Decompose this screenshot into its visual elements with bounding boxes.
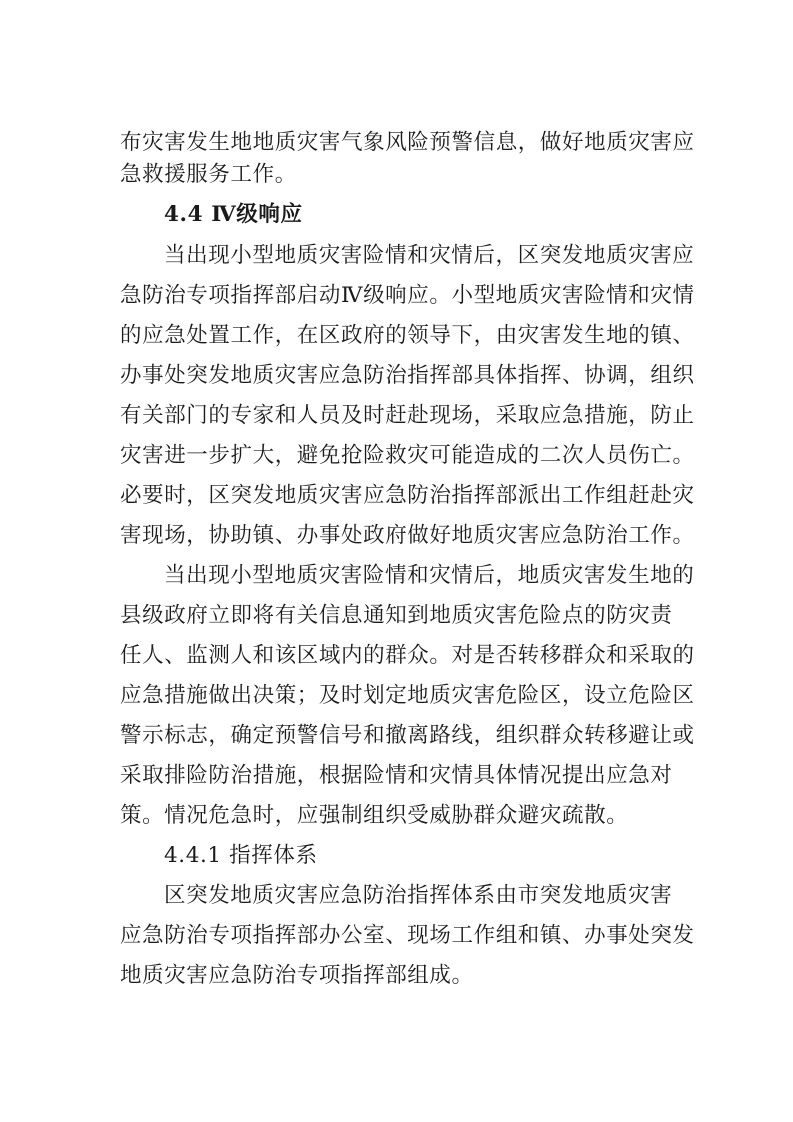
paragraph-line: 灾害进一步扩大，避免抢险救灾可能造成的二次人员伤亡。	[120, 443, 695, 468]
paragraph-line: 任人、监测人和该区域内的群众。对是否转移群众和采取的	[120, 643, 695, 668]
subsection-heading: 4.4.1 指挥体系	[164, 843, 318, 868]
paragraph-line: 地质灾害应急防治专项指挥部组成。	[120, 963, 474, 988]
paragraph-line: 急防治专项指挥部启动Ⅳ级响应。小型地质灾害险情和灾情	[120, 283, 695, 308]
paragraph-line: 策。情况危急时，应强制组织受威胁群众避灾疏散。	[120, 803, 629, 828]
paragraph-line: 布灾害发生地地质灾害气象风险预警信息，做好地质灾害应	[120, 130, 695, 155]
paragraph-line: 有关部门的专家和人员及时赶赴现场，采取应急措施，防止	[120, 403, 695, 428]
paragraph-line: 区突发地质灾害应急防治指挥体系由市突发地质灾害	[164, 883, 673, 908]
paragraph-line: 当出现小型地质灾害险情和灾情后，地质灾害发生地的	[164, 563, 695, 588]
paragraph-line: 的应急处置工作，在区政府的领导下，由灾害发生地的镇、	[120, 323, 695, 348]
paragraph-line: 办事处突发地质灾害应急防治指挥部具体指挥、协调，组织	[120, 363, 695, 388]
paragraph-line: 县级政府立即将有关信息通知到地质灾害危险点的防灾责	[120, 603, 673, 628]
paragraph-line: 应急防治专项指挥部办公室、现场工作组和镇、办事处突发	[120, 923, 695, 948]
paragraph-line: 警示标志，确定预警信号和撤离路线，组织群众转移避让或	[120, 723, 695, 748]
section-heading: 4.4 Ⅳ级响应	[164, 202, 303, 227]
paragraph-line: 害现场，协助镇、办事处政府做好地质灾害应急防治工作。	[120, 523, 695, 548]
paragraph-line: 当出现小型地质灾害险情和灾情后，区突发地质灾害应	[164, 243, 695, 268]
paragraph-line: 急救援服务工作。	[120, 162, 297, 187]
paragraph-line: 应急措施做出决策；及时划定地质灾害危险区，设立危险区	[120, 683, 695, 708]
paragraph-line: 必要时，区突发地质灾害应急防治指挥部派出工作组赶赴灾	[120, 483, 695, 508]
paragraph-line: 采取排险防治措施，根据险情和灾情具体情况提出应急对	[120, 763, 673, 788]
